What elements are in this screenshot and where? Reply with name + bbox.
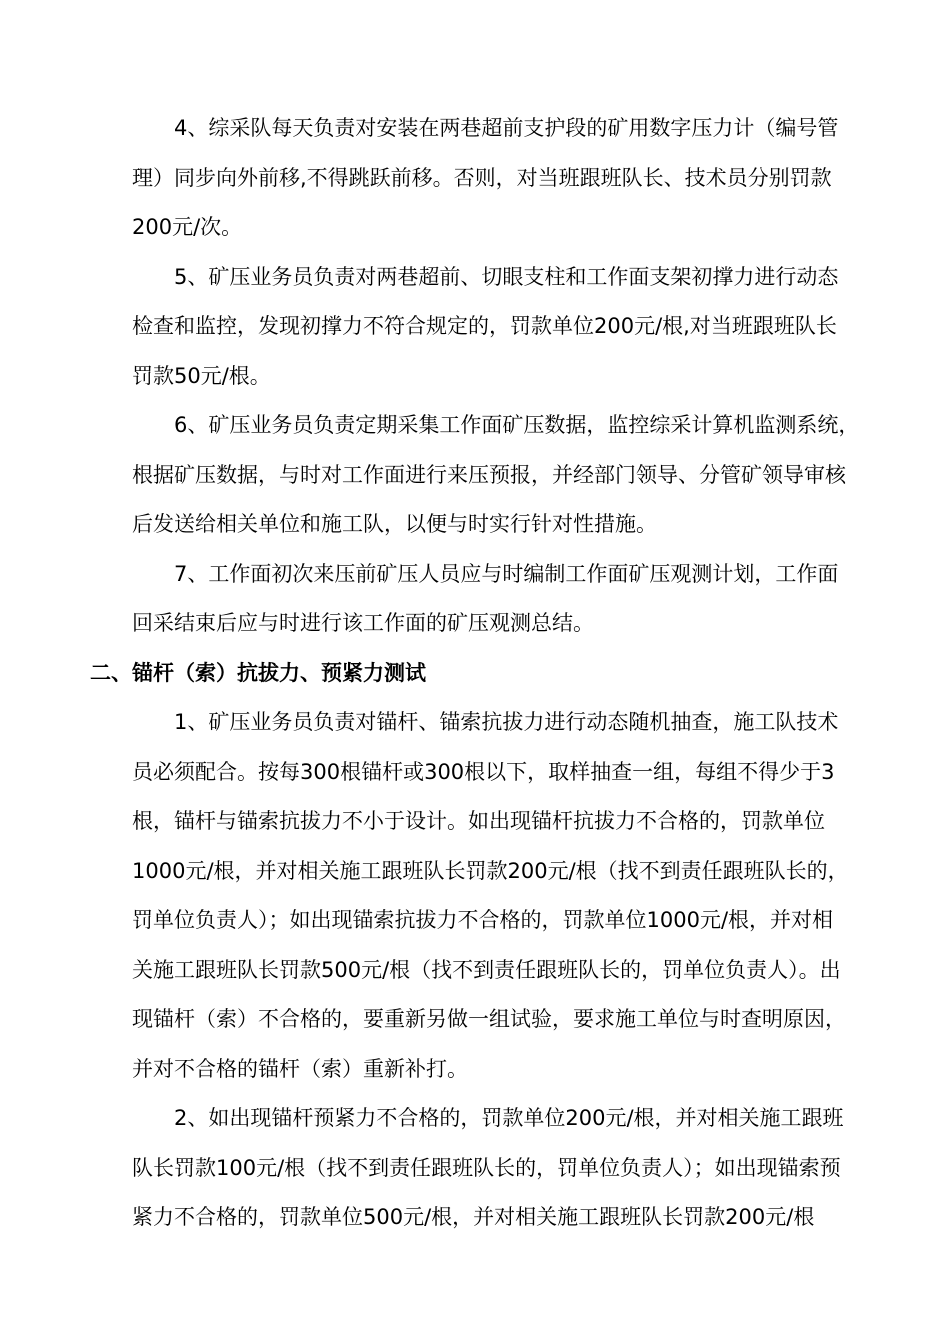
paragraph-line: 1000元/根，并对相关施工跟班队长罚款200元/根（找不到责任跟班队长的，: [132, 858, 849, 883]
section-paragraph-2: [90, 1094, 870, 1243]
paragraph-line: 理）同步向外前移,不得跳跃前移。否则，对当班跟班队长、技术员分别罚款: [132, 165, 832, 190]
paragraph-line: 6、矿压业务员负责定期采集工作面矿压数据，监控综采计算机监测系统，: [174, 413, 860, 437]
paragraph-item-4: [90, 104, 870, 253]
paragraph-line: 根，锚杆与锚索抗拔力不小于设计。如出现锚杆抗拔力不合格的，罚款单位: [132, 809, 825, 833]
paragraph-line: 罚单位负责人）；如出现锚索抗拔力不合格的，罚款单位1000元/根，并对相: [132, 908, 834, 932]
paragraph-line: 7、工作面初次来压前矿压人员应与时编制工作面矿压观测计划，工作面: [174, 561, 839, 586]
section-heading: [90, 649, 870, 699]
paragraph-line: 队长罚款100元/根（找不到责任跟班队长的，罚单位负责人）；如出现锚索预: [132, 1155, 841, 1180]
paragraph-line: 根据矿压数据，与时对工作面进行来压预报，并经部门领导、分管矿领导审核: [132, 462, 846, 487]
paragraph-line: 1、矿压业务员负责对锚杆、锚索抗拔力进行动态随机抽查，施工队技术: [174, 710, 839, 734]
paragraph-line: 紧力不合格的，罚款单位500元/根，并对相关施工跟班队长罚款200元/根: [132, 1205, 815, 1229]
paragraph-item-6: [90, 401, 870, 550]
paragraph-line: 检查和监控，发现初撑力不符合规定的，罚款单位200元/根,对当班跟班队长: [132, 314, 837, 338]
paragraph-line: 后发送给相关单位和施工队，以便与时实行针对性措施。: [132, 512, 657, 536]
paragraph-item-5: [90, 253, 870, 402]
paragraph-line: 并对不合格的锚杆（索）重新补打。: [132, 1056, 468, 1081]
paragraph-line: 2、如出现锚杆预紧力不合格的，罚款单位200元/根，并对相关施工跟班: [174, 1106, 844, 1130]
paragraph-line: 员必须配合。按每300根锚杆或300根以下，取样抽查一组，每组不得少于3: [132, 759, 835, 784]
document-body: [90, 104, 870, 1243]
paragraph-item-7: [90, 550, 870, 649]
paragraph-line: 200元/次。: [132, 215, 243, 239]
paragraph-line: 回采结束后应与时进行该工作面的矿压观测总结。: [132, 611, 594, 635]
paragraph-line: 4、综采队每天负责对安装在两巷超前支护段的矿用数字压力计（编号管: [174, 116, 839, 140]
paragraph-line: 罚款50元/根。: [132, 363, 271, 388]
section-heading-text: 二、锚杆（索）抗拔力、预紧力测试: [90, 660, 426, 685]
paragraph-line: 现锚杆（索）不合格的，要重新另做一组试验，要求施工单位与时查明原因，: [132, 1007, 846, 1031]
paragraph-line: 关施工跟班队长罚款500元/根（找不到责任跟班队长的，罚单位负责人）。出: [132, 957, 841, 982]
section-paragraph-1: [90, 698, 870, 1094]
paragraph-line: 5、矿压业务员负责对两巷超前、切眼支柱和工作面支架初撑力进行动态: [174, 264, 839, 289]
